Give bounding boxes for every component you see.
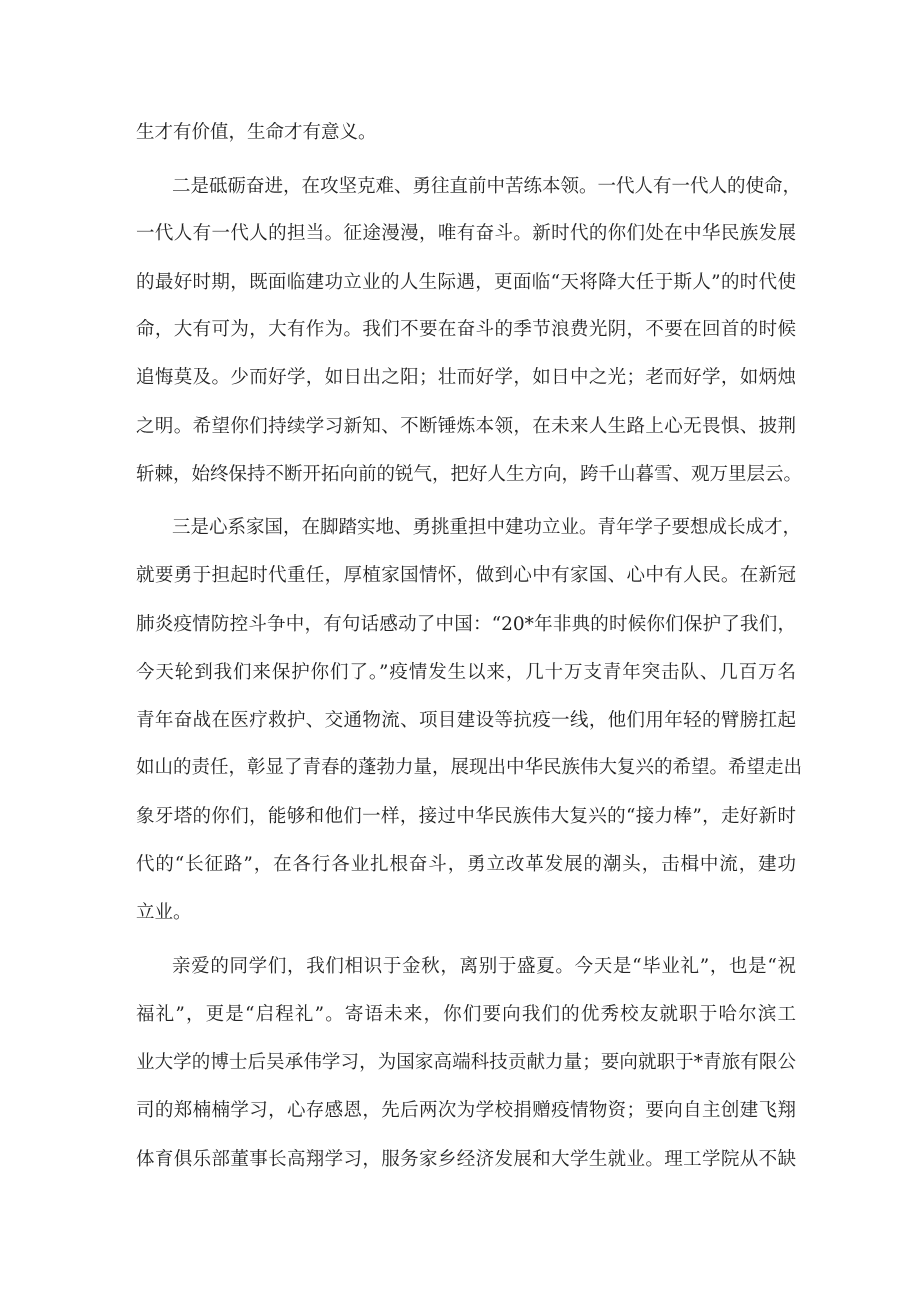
text-line: 业大学的博士后吴承伟学习，为国家高端科技贡献力量；要向就职于*青旅有限公 xyxy=(136,1052,796,1073)
text-line: 三是心系家国，在脚踏实地、勇挑重担中建功立业。青年学子要想成长成才， xyxy=(172,517,802,538)
text-line xyxy=(136,1189,796,1223)
text-line: 生才有价值，生命才有意义。 xyxy=(136,122,377,143)
text-line: 的最好时期，既面临建功立业的人生际遇，更面临“天将降大任于斯人”的时代使 xyxy=(136,272,796,293)
text-line: 一代人有一代人的担当。征途漫漫，唯有奋斗。新时代的你们处在中华民族发展 xyxy=(136,223,796,244)
text-line: 肺炎疫情防控斗争中，有句话感动了中国：“20*年非典的时候你们保护了我们， xyxy=(136,614,796,635)
text-line: 斩棘，始终保持不断开拓向前的锐气，把好人生方向，跨千山暮雪、观万里层云。 xyxy=(136,464,803,485)
text-line: 追悔莫及。少而好学，如日出之阳；壮而好学，如日中之光；老而好学，如炳烛 xyxy=(136,367,796,388)
text-line: 就要勇于担起时代重任，厚植家国情怀，做到心中有家国、心中有人民。在新冠 xyxy=(136,565,796,586)
text-line: 福礼”，更是“启程礼”。寄语未来，你们要向我们的优秀校友就职于哈尔滨工 xyxy=(136,1004,796,1025)
text-line: 青年奋战在医疗救护、交通物流、项目建设等抗疫一线，他们用年轻的臂膀扛起 xyxy=(136,710,796,731)
text-line: 立业。 xyxy=(136,902,192,923)
text-line: 二是砥砺奋进，在攻坚克难、勇往直前中苦练本领。一代人有一代人的使命， xyxy=(172,176,802,197)
text-line: 之明。希望你们持续学习新知、不断锤炼本领，在未来人生路上心无畏惧、披荆 xyxy=(136,416,796,437)
text-line: 如山的责任，彰显了青春的蓬勃力量，展现出中华民族伟大复兴的希望。希望走出 xyxy=(136,757,803,778)
text-line: 代的“长征路”，在各行各业扎根奋斗，勇立改革发展的潮头，击楫中流，建功 xyxy=(136,854,796,875)
text-line: 今天轮到我们来保护你们了。”疫情发生以来，几十万支青年突击队、几百万名 xyxy=(136,662,796,683)
text-line: 象牙塔的你们，能够和他们一样，接过中华民族伟大复兴的“接力棒”，走好新时 xyxy=(136,806,796,827)
text-line: 司的郑楠楠学习，心存感恩，先后两次为学校捐赠疫情物资；要向自主创建飞翔 xyxy=(136,1100,796,1121)
text-line: 体育俱乐部董事长高翔学习，服务家乡经济发展和大学生就业。理工学院从不缺 xyxy=(136,1149,796,1170)
text-line: 命，大有可为，大有作为。我们不要在奋斗的季节浪费光阴，不要在回首的时候 xyxy=(136,319,796,340)
text-line: 亲爱的同学们，我们相识于金秋，离别于盛夏。今天是“毕业礼”，也是“祝 xyxy=(172,956,796,977)
